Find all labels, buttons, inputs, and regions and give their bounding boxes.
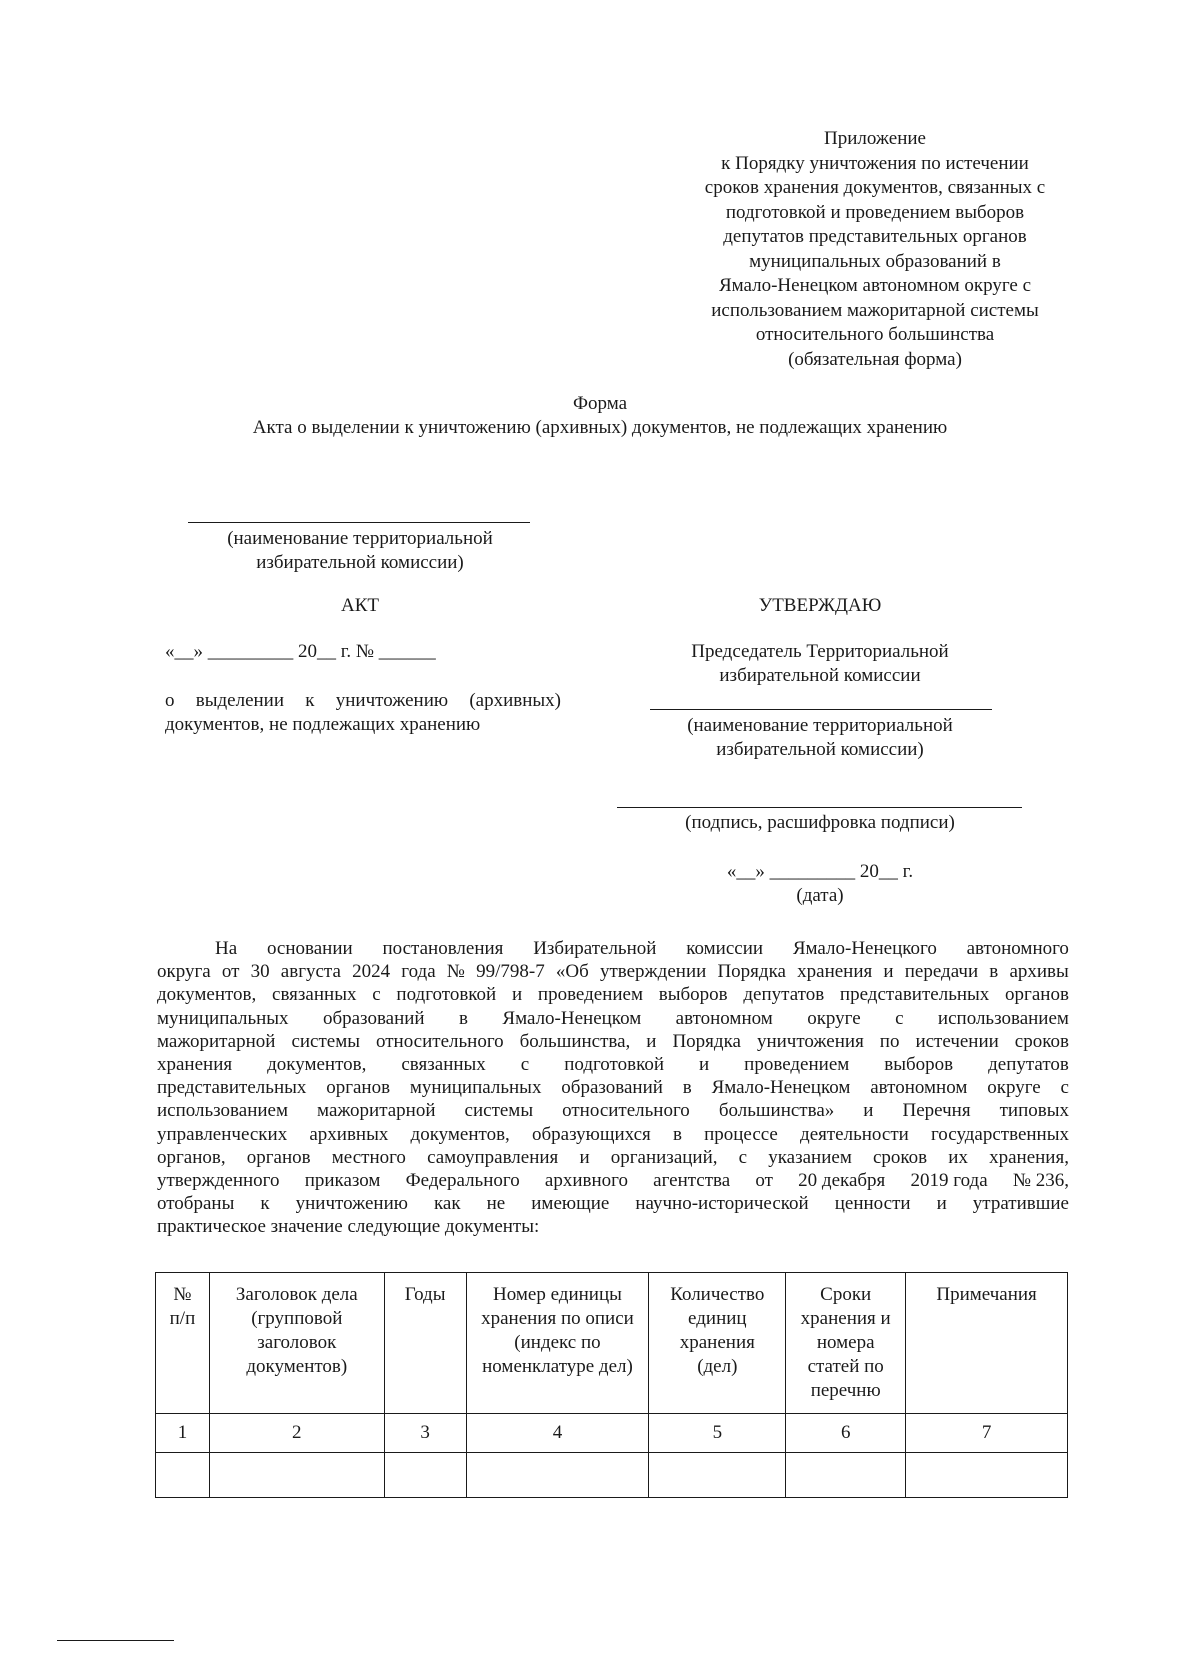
table-column-number: 5 xyxy=(649,1414,786,1453)
body-line xyxy=(157,1053,1069,1076)
word: и xyxy=(883,961,894,983)
documents-table xyxy=(155,1272,1068,1498)
word: системы xyxy=(291,1030,360,1052)
word: и xyxy=(511,984,523,1006)
word: сроков xyxy=(1014,1030,1069,1052)
word: представительных xyxy=(157,1077,307,1099)
body-line xyxy=(157,1099,1069,1122)
table-header-cell xyxy=(384,1273,466,1414)
table-header-text: п/п xyxy=(169,1308,196,1329)
word: и xyxy=(579,1146,590,1168)
word: образований xyxy=(561,1077,663,1099)
commission-name-line-left xyxy=(188,522,530,523)
word: системы xyxy=(464,1100,534,1122)
table-header-text: Номер единицы xyxy=(493,1284,622,1305)
footnote-separator xyxy=(57,1640,174,1641)
body-line xyxy=(157,1076,1069,1099)
word: управленческих xyxy=(157,1123,288,1145)
table-cell[interactable] xyxy=(906,1453,1068,1498)
table-header-text: номера xyxy=(816,1332,875,1353)
word: агентства xyxy=(653,1170,731,1192)
word: 20 декабря xyxy=(798,1170,886,1192)
word: образований xyxy=(322,1007,425,1029)
act-subject-line2: документов, не подлежащих хранению xyxy=(165,714,481,735)
table-header-text: перечню xyxy=(810,1380,881,1401)
body-last-line: практическое значение следующие документы: xyxy=(157,1216,540,1238)
word: Ямало-Ненецкого xyxy=(792,938,937,959)
word: уничтожению xyxy=(335,690,449,711)
word: связанных xyxy=(401,1054,486,1076)
table-empty-row xyxy=(156,1453,1068,1498)
word: На xyxy=(215,938,238,959)
word: передачи xyxy=(904,961,979,983)
form-title xyxy=(60,392,1140,440)
word: округе xyxy=(987,1077,1041,1099)
word: хранения xyxy=(797,961,873,983)
table-header-cell xyxy=(209,1273,384,1414)
word: муниципальных xyxy=(157,1007,289,1029)
word: и xyxy=(863,1100,874,1122)
word: документов, xyxy=(267,1054,367,1076)
table-header-row xyxy=(156,1273,1068,1414)
commission-caption-right xyxy=(620,714,1020,762)
table-header-text: Заголовок дела xyxy=(235,1284,358,1305)
table-header-text: Сроки xyxy=(820,1284,872,1305)
table-cell[interactable] xyxy=(786,1453,906,1498)
word: приказом xyxy=(304,1170,381,1192)
word: подготовкой xyxy=(564,1054,665,1076)
word: комиссии xyxy=(686,938,764,959)
word: подготовкой xyxy=(396,984,497,1006)
word: архивы xyxy=(1009,961,1069,983)
appendix-line: к Порядку уничтожения по истечении xyxy=(721,152,1029,174)
table-header-text: номенклатуре дел) xyxy=(482,1356,633,1377)
appendix-header xyxy=(640,127,1110,372)
word: о xyxy=(165,690,175,711)
word: как xyxy=(433,1193,461,1215)
word: хранения, xyxy=(989,1146,1069,1168)
chairman-title xyxy=(620,640,1020,688)
word: в xyxy=(459,1007,468,1029)
word: от xyxy=(221,961,240,983)
word: с xyxy=(520,1054,530,1076)
appendix-line: Приложение xyxy=(824,128,926,149)
body-line xyxy=(157,937,1069,960)
approve-label: УТВЕРЖДАЮ xyxy=(758,595,882,616)
approval-date-line: «__» _________ 20__ г. xyxy=(726,861,914,882)
commission-caption-right-line2: избирательной комиссии) xyxy=(716,739,924,760)
word: имеющие xyxy=(531,1193,610,1215)
body-line xyxy=(157,1146,1069,1169)
word: Федерального xyxy=(405,1170,520,1192)
table-header-text: (дел) xyxy=(697,1356,738,1377)
table-header-text: Примечания xyxy=(936,1284,1037,1305)
word: проведением xyxy=(744,1054,850,1076)
word: автономном xyxy=(870,1077,968,1099)
word: документов, xyxy=(157,984,257,1006)
word: связанных xyxy=(272,984,357,1006)
table-header-cell xyxy=(466,1273,649,1414)
word: от xyxy=(755,1170,773,1192)
word: № xyxy=(446,961,465,983)
word: использованием xyxy=(937,1007,1069,1029)
word: мажоритарной xyxy=(317,1100,436,1122)
word: типовых xyxy=(999,1100,1069,1122)
word: процессе xyxy=(704,1123,778,1145)
word: округе xyxy=(807,1007,861,1029)
word: не xyxy=(486,1193,506,1215)
word: 99/798-7 xyxy=(476,961,545,983)
table-column-numbers-row xyxy=(156,1414,1068,1453)
word: деятельности xyxy=(800,1123,909,1145)
word: самоуправления xyxy=(427,1146,559,1168)
word: образующихся xyxy=(531,1123,651,1145)
appendix-line: (обязательная форма) xyxy=(788,348,962,370)
word: «Об xyxy=(555,961,589,983)
word: органов xyxy=(326,1077,391,1099)
table-header-text: (индекс по xyxy=(514,1332,601,1353)
signature-line xyxy=(617,807,1022,808)
word: большинства, xyxy=(519,1030,631,1052)
word: документов, xyxy=(410,1123,510,1145)
word: к xyxy=(260,1193,270,1215)
act-number-line: «__» _________ 20__ г. № ______ xyxy=(165,641,436,662)
table-header-text: единиц xyxy=(688,1308,747,1329)
word: утверждении xyxy=(599,961,707,983)
body-line xyxy=(157,1030,1069,1053)
table-header-cell xyxy=(649,1273,786,1414)
table-cell[interactable] xyxy=(156,1453,210,1498)
word: Ямало-Ненецком xyxy=(711,1077,851,1099)
word: с xyxy=(895,1007,904,1029)
word: в xyxy=(682,1077,692,1099)
word: относительного xyxy=(375,1030,504,1052)
word: муниципальных xyxy=(409,1077,542,1099)
word: Ямало-Ненецком xyxy=(502,1007,642,1029)
appendix-line: подготовкой и проведением выборов xyxy=(725,201,1025,223)
commission-caption-left-line1: (наименование территориальной xyxy=(227,528,493,549)
table-header-text: Количество xyxy=(670,1284,765,1305)
table-header-text: хранения xyxy=(679,1332,755,1353)
table-column-number: 1 xyxy=(156,1414,210,1453)
word: использованием xyxy=(157,1100,289,1122)
word: депутатов xyxy=(988,1054,1069,1076)
word: 2019 года xyxy=(910,1170,988,1192)
word: с xyxy=(738,1146,748,1168)
word: автономном xyxy=(675,1007,773,1029)
commission-name-line-right xyxy=(650,709,992,710)
appendix-line: использованием мажоритарной системы xyxy=(711,299,1039,321)
appendix-line: сроков хранения документов, связанных с xyxy=(704,177,1046,198)
word: органов xyxy=(246,1146,311,1168)
word: представительных xyxy=(839,984,990,1006)
word: с xyxy=(1060,1077,1069,1099)
body-line xyxy=(157,1169,1069,1192)
table-header-text: хранения и xyxy=(800,1308,891,1329)
word: августа xyxy=(280,961,341,983)
commission-caption-left-line2: избирательной комиссии) xyxy=(256,552,464,573)
word: (архивных) xyxy=(469,690,561,711)
word: 30 xyxy=(250,961,270,983)
table-cell[interactable] xyxy=(209,1453,384,1498)
body-line xyxy=(157,983,1069,1006)
word: по xyxy=(879,1030,900,1052)
word: Порядка xyxy=(717,961,786,983)
word: большинства» xyxy=(718,1100,835,1122)
table-header-cell xyxy=(156,1273,210,1414)
word: указанием xyxy=(768,1146,852,1168)
table-header-text: заголовок xyxy=(257,1332,337,1353)
word: органов xyxy=(1005,984,1069,1006)
table-cell[interactable] xyxy=(466,1453,649,1498)
table-header-text: статей по xyxy=(807,1356,884,1377)
word: года xyxy=(401,961,436,983)
approval-date-caption: (дата) xyxy=(796,885,844,906)
word: постановления xyxy=(382,938,504,959)
word: автономного xyxy=(966,938,1069,959)
table-column-number: 2 xyxy=(209,1414,384,1453)
word: основании xyxy=(266,938,353,959)
word: выборов xyxy=(884,1054,954,1076)
signature-caption: (подпись, расшифровка подписи) xyxy=(685,812,955,833)
word: к xyxy=(305,690,315,711)
table-cell[interactable] xyxy=(649,1453,786,1498)
word: отобраны xyxy=(157,1193,235,1215)
word: государственных xyxy=(930,1123,1069,1145)
word: и xyxy=(699,1054,710,1076)
word: с xyxy=(372,984,381,1006)
table-cell[interactable] xyxy=(384,1453,466,1498)
body-line xyxy=(157,1007,1069,1030)
form-title-line1: Форма xyxy=(572,393,628,414)
table-header-text: Годы xyxy=(404,1284,446,1305)
table-header-cell xyxy=(786,1273,906,1414)
table-header-text: № xyxy=(173,1284,192,1305)
word: утратившие xyxy=(972,1193,1069,1215)
word: относительного xyxy=(562,1100,690,1122)
act-label: АКТ xyxy=(341,595,379,616)
word: архивных xyxy=(309,1123,389,1145)
word: уничтожению xyxy=(295,1193,408,1215)
appendix-line: депутатов представительных органов xyxy=(723,226,1027,247)
appendix-line: муниципальных образований в xyxy=(749,250,1001,272)
word: в xyxy=(672,1123,682,1145)
word: проведением xyxy=(537,984,644,1006)
chairman-title-line2: избирательной комиссии xyxy=(719,665,921,686)
word: сроков xyxy=(872,1146,928,1168)
word: Избирательной xyxy=(533,938,657,959)
table-header-text: хранения по описи xyxy=(481,1308,634,1329)
word: ценности xyxy=(834,1193,911,1215)
word: архивного xyxy=(544,1170,628,1192)
word: округа xyxy=(157,961,211,983)
commission-caption-right-line1: (наименование территориальной xyxy=(687,715,953,736)
table-column-number: 4 xyxy=(466,1414,649,1453)
body-line xyxy=(157,1123,1069,1146)
act-subject xyxy=(165,689,561,737)
body-line xyxy=(157,960,1069,983)
word: Порядка xyxy=(672,1030,741,1052)
word: истечении xyxy=(915,1030,999,1052)
word: выделении xyxy=(195,690,285,711)
word: № 236, xyxy=(1012,1170,1069,1192)
word: их xyxy=(948,1146,968,1168)
appendix-line: относительного большинства xyxy=(755,324,995,345)
commission-caption-left xyxy=(160,527,560,575)
table-header-text: (групповой xyxy=(251,1308,343,1329)
word: хранения xyxy=(157,1054,233,1076)
table-header-cell xyxy=(906,1273,1068,1414)
table-column-number: 3 xyxy=(384,1414,466,1453)
chairman-title-line1: Председатель Территориальной xyxy=(691,641,949,662)
table-header-text: документов) xyxy=(246,1356,348,1377)
body-paragraph xyxy=(157,937,1069,1239)
word: утвержденного xyxy=(157,1170,280,1192)
word: депутатов xyxy=(743,984,825,1006)
word: местного xyxy=(331,1146,406,1168)
word: Перечня xyxy=(902,1100,971,1122)
word: организаций, xyxy=(610,1146,718,1168)
word: 2024 xyxy=(352,961,391,983)
act-subject-line1 xyxy=(165,689,561,713)
word: органов, xyxy=(157,1146,226,1168)
word: уничтожения xyxy=(756,1030,864,1052)
word: мажоритарной xyxy=(157,1030,276,1052)
table-column-number: 6 xyxy=(786,1414,906,1453)
word: и xyxy=(646,1030,657,1052)
word: научно-исторической xyxy=(635,1193,809,1215)
form-title-line2: Акта о выделении к уничтожению (архивных) документов, не подлежащих хранению xyxy=(252,417,948,438)
word: и xyxy=(936,1193,947,1215)
appendix-line: Ямало-Ненецком автономном округе с xyxy=(718,275,1032,296)
word: выборов xyxy=(658,984,728,1006)
table-column-number: 7 xyxy=(906,1414,1068,1453)
body-line xyxy=(157,1192,1069,1215)
word: в xyxy=(989,961,999,983)
